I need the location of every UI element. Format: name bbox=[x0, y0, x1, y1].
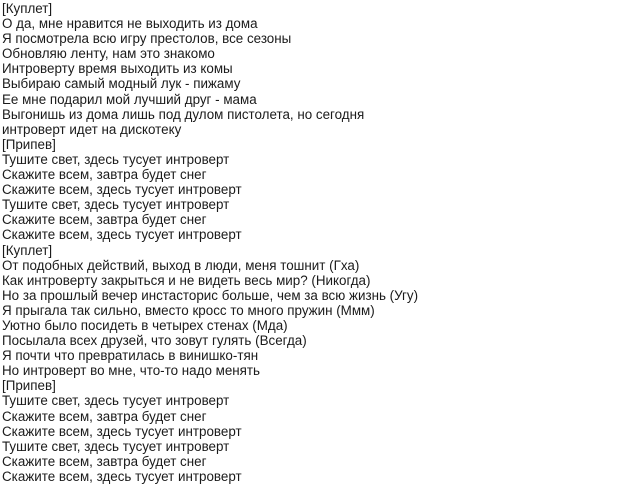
lyric-line: Скажите всем, здесь тусует интроверт bbox=[2, 423, 242, 439]
lyric-line: Скажите всем, завтра будет снег bbox=[2, 408, 207, 424]
lyric-line: Я почти что превратилась в винишко-тян bbox=[2, 348, 259, 364]
lyric-line: Ее мне подарил мой лучший друг - мама bbox=[2, 91, 257, 107]
lyric-line: Обновляю ленту, нам это знакомо bbox=[2, 46, 215, 62]
lyric-line: Я прыгала так сильно, вместо кросс то много пружин (Ммм) bbox=[2, 302, 375, 318]
lyric-line: Скажите всем, завтра будет снег bbox=[2, 212, 207, 228]
lyric-line: Но за прошлый вечер инстасторис больше, чем за всю жизнь (Угу) bbox=[2, 287, 419, 303]
section-label: [Куплет] bbox=[2, 1, 53, 16]
lyric-line: Скажите всем, завтра будет снег bbox=[2, 167, 207, 183]
lyric-line: От подобных действий, выход в люди, меня тошнит (Гха) bbox=[2, 257, 360, 273]
lyric-line: Скажите всем, здесь тусует интроверт bbox=[2, 468, 242, 484]
lyric-line: Скажите всем, здесь тусует интроверт bbox=[2, 227, 242, 243]
lyric-line: Выбираю самый модный лук - пижаму bbox=[2, 76, 241, 92]
section-label: [Припев] bbox=[2, 378, 56, 394]
lyric-line: Посылала всех друзей, что зовут гулять (Всегда) bbox=[2, 333, 307, 349]
lyric-line: Уютно было посидеть в четырех стенах (Мда) bbox=[2, 317, 288, 333]
lyric-line: интроверт идет на дискотеку bbox=[2, 121, 182, 137]
section-label: [Куплет] bbox=[2, 242, 53, 258]
lyric-line: Тушите свет, здесь тусует интроверт bbox=[2, 393, 230, 409]
lyric-line: Тушите свет, здесь тусует интроверт bbox=[2, 438, 230, 454]
lyric-line: Скажите всем, здесь тусует интроверт bbox=[2, 182, 242, 198]
lyric-line: Интроверту время выходить из комы bbox=[2, 61, 233, 77]
lyric-line: Тушите свет, здесь тусует интроверт bbox=[2, 151, 230, 167]
lyric-line: Тушите свет, здесь тусует интроверт bbox=[2, 197, 230, 213]
lyric-line: О да, мне нравится не выходить из дома bbox=[2, 16, 258, 32]
lyric-line: Как интроверту закрыться и не видеть весь мир? (Никогда) bbox=[2, 272, 371, 288]
lyric-line: Скажите всем, завтра будет снег bbox=[2, 453, 207, 469]
lyric-line: Но интроверт во мне, что-то надо менять bbox=[2, 363, 261, 379]
lyric-line: Выгонишь из дома лишь под дулом пистолета, но сегодня bbox=[2, 106, 365, 122]
lyric-line: Я посмотрела всю игру престолов, все сезоны bbox=[2, 31, 292, 47]
section-label: [Припев] bbox=[2, 136, 56, 152]
